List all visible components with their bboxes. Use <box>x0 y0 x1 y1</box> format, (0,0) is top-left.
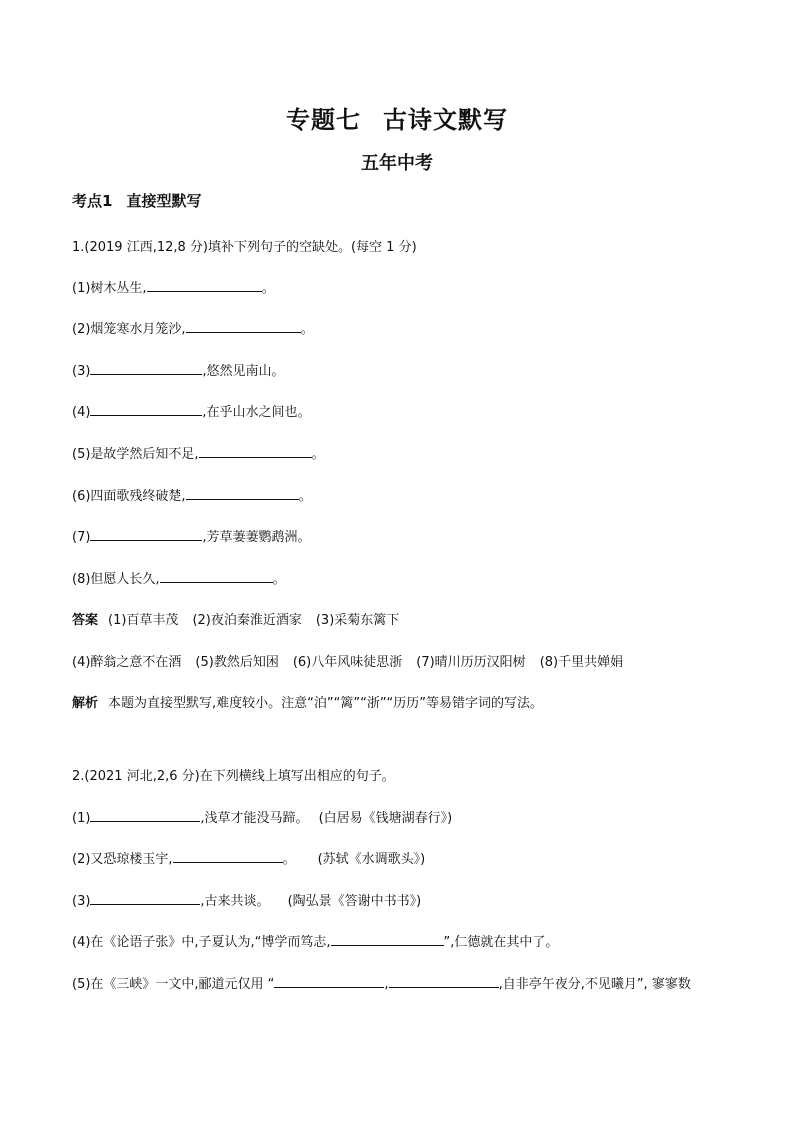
q2-item-3: (3) ,古来共谈。 (陶弘景《答谢中书书》) <box>72 894 422 909</box>
q1-item-7: (7) ,芳草萋萋鹦鹉洲。 <box>72 530 311 545</box>
page-subtitle: 五年中考 <box>361 153 433 174</box>
answer-blank[interactable] <box>173 850 283 863</box>
answer-blank[interactable] <box>199 445 312 458</box>
answer-blank[interactable] <box>90 403 202 416</box>
q1-stem: 1.(2019 江西,12,8 分)填补下列句子的空缺处。(每空 1 分) <box>72 240 417 255</box>
q1-answer-line-2: (4)醉翁之意不在酒 (5)教然后知困 (6)八年风味徒思浙 (7)晴川历历汉阳树 (8)千里共婵娟 <box>72 655 624 670</box>
q1-item-8: (8)但愿人长久, 。 <box>72 572 286 587</box>
q2-item-1: (1) ,浅草才能没马蹄。 (白居易《钱塘湖春行》) <box>72 811 453 826</box>
q1-item-6: (6)四面歌残终破楚, 。 <box>72 489 312 504</box>
q1-item-2: (2)烟笼寒水月笼沙, 。 <box>72 322 314 337</box>
q1-answer-line-1: 答案 (1)百草丰茂 (2)夜泊秦淮近酒家 (3)采菊东篱下 <box>72 613 400 628</box>
q2-item-4: (4)在《论语子张》中,子夏认为,“博学而笃志, ”,仁德就在其中了。 <box>72 935 559 950</box>
analysis-label: 解析 <box>72 696 99 711</box>
answer-blank[interactable] <box>186 487 299 500</box>
answer-blank[interactable] <box>331 933 444 946</box>
answer-blank[interactable] <box>90 892 200 905</box>
page-title: 专题七 古诗文默写 <box>286 106 508 134</box>
answer-blank[interactable] <box>147 279 262 292</box>
answer-blank[interactable] <box>389 975 499 988</box>
q1-item-3: (3) ,悠然见南山。 <box>72 364 285 379</box>
q2-item-5: (5)在《三峡》一文中,郦道元仅用 “ , ,自非亭午夜分,不见曦月”, 寥寥数 <box>72 977 691 992</box>
answer-blank[interactable] <box>160 570 273 583</box>
answer-blank[interactable] <box>186 320 301 333</box>
answer-blank[interactable] <box>90 362 202 375</box>
section-heading: 考点1 直接型默写 <box>72 192 202 210</box>
q1-analysis: 解析 本题为直接型默写,难度较小。注意“泊”“篱”“浙”“历历”等易错字词的写法。 <box>72 696 544 711</box>
q2-item-2: (2)又恐琼楼玉宇, 。 (苏轼《水调歌头》) <box>72 852 426 867</box>
answer-blank[interactable] <box>90 809 200 822</box>
q1-item-5: (5)是故学然后知不足, 。 <box>72 447 325 462</box>
q1-item-4: (4) ,在乎山水之间也。 <box>72 405 311 420</box>
q2-stem: 2.(2021 河北,2,6 分)在下列横线上填写出相应的句子。 <box>72 769 395 784</box>
q1-item-1: (1)树木丛生, 。 <box>72 281 275 296</box>
answer-label: 答案 <box>72 613 99 628</box>
answer-blank[interactable] <box>90 528 202 541</box>
answer-blank[interactable] <box>274 975 384 988</box>
